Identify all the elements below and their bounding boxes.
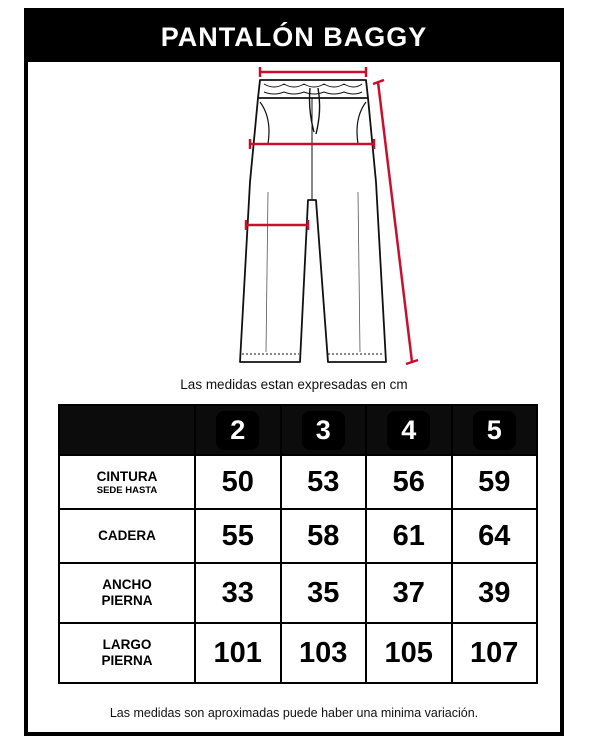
- table-cell: 61: [366, 509, 452, 563]
- size-label: 2: [216, 411, 259, 450]
- drawstring: [310, 88, 320, 134]
- size-label: 5: [473, 411, 516, 450]
- table-cell: 107: [452, 623, 538, 683]
- table-row-ancho-pierna: [59, 563, 537, 623]
- table-row-cintura: [59, 455, 537, 509]
- table-cell: 58: [281, 509, 367, 563]
- header-corner: [59, 405, 195, 455]
- row-label-text-2: PIERNA: [101, 593, 153, 608]
- row-sublabel-text: SEDE HASTA: [96, 484, 158, 496]
- row-label-text: ANCHO: [102, 577, 152, 592]
- row-label-text-2: PIERNA: [101, 653, 153, 668]
- size-header-4: [366, 405, 452, 455]
- size-header-2: [195, 405, 281, 455]
- size-table: [58, 404, 538, 684]
- table-cell: 37: [366, 563, 452, 623]
- size-header-5: [452, 405, 538, 455]
- row-label-largo-pierna: [59, 623, 195, 683]
- size-header-row: [59, 405, 537, 455]
- table-cell: 59: [452, 455, 538, 509]
- table-row-largo-pierna: [59, 623, 537, 683]
- table-cell: 64: [452, 509, 538, 563]
- row-label-ancho-pierna: [59, 563, 195, 623]
- row-label-cintura: [59, 455, 195, 509]
- row-label-text: CADERA: [98, 528, 156, 543]
- table-cell: 33: [195, 563, 281, 623]
- size-label: 4: [387, 411, 430, 450]
- table-cell: 53: [281, 455, 367, 509]
- table-cell: 56: [366, 455, 452, 509]
- table-cell: 55: [195, 509, 281, 563]
- table-cell: 103: [281, 623, 367, 683]
- row-label-text: LARGO: [102, 637, 152, 652]
- pants-diagram: [28, 62, 560, 372]
- table-cell: 35: [281, 563, 367, 623]
- table-cell: 101: [195, 623, 281, 683]
- page-title: PANTALÓN BAGGY: [28, 12, 560, 62]
- pants-outline: [240, 98, 386, 362]
- size-chart-card: [24, 8, 564, 736]
- row-label-text: CINTURA: [96, 468, 158, 484]
- size-label: 3: [302, 411, 345, 450]
- size-header-3: [281, 405, 367, 455]
- table-cell: 105: [366, 623, 452, 683]
- waistband: [258, 80, 368, 98]
- table-row-cadera: [59, 509, 537, 563]
- row-label-cadera: [59, 509, 195, 563]
- table-cell: 39: [452, 563, 538, 623]
- table-cell: 50: [195, 455, 281, 509]
- approx-note: Las medidas son aproximadas puede haber una minima variación.: [109, 706, 479, 720]
- units-note: Las medidas estan expresadas en cm: [180, 377, 408, 392]
